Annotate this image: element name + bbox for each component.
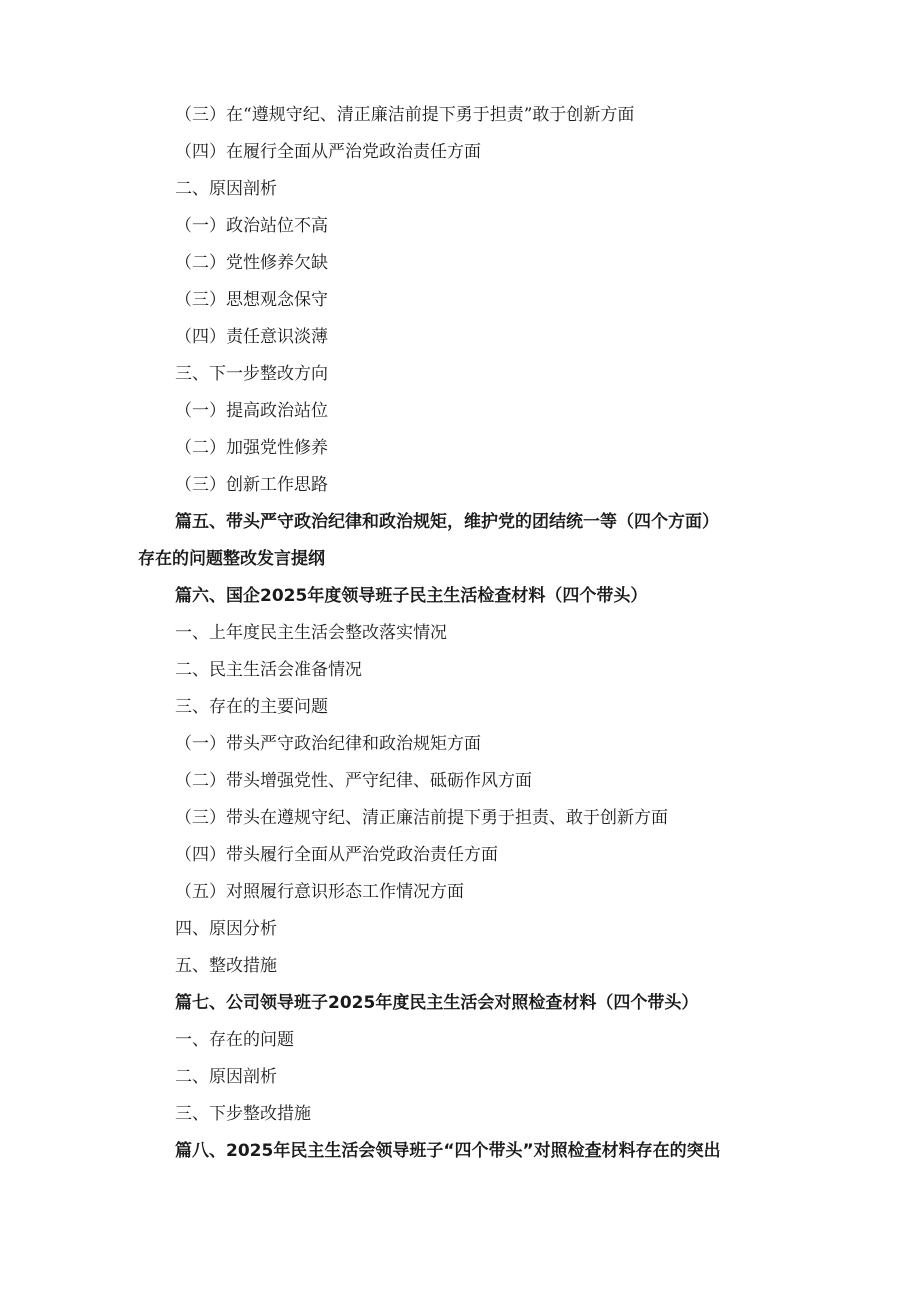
subsection-heading: （二）党性修养欠缺 xyxy=(175,253,328,273)
subsection-heading: （五）对照履行意识形态工作情况方面 xyxy=(175,882,464,902)
section-heading: 四、原因分析 xyxy=(175,919,277,939)
section-heading: 一、存在的问题 xyxy=(175,1030,294,1050)
subsection-heading: （一）政治站位不高 xyxy=(175,216,328,236)
subsection-heading: （三）带头在遵规守纪、清正廉洁前提下勇于担责、敢于创新方面 xyxy=(175,808,668,828)
subsection-heading: （一）提高政治站位 xyxy=(175,401,328,421)
section-heading: 二、民主生活会准备情况 xyxy=(175,660,362,680)
subsection-heading: （四）带头履行全面从严治党政治责任方面 xyxy=(175,845,498,865)
chapter-title: 篇八、2025年民主生活会领导班子“四个带头”对照检查材料存在的突出 xyxy=(175,1141,721,1161)
section-heading: 三、下步整改措施 xyxy=(175,1104,311,1124)
subsection-heading: （三）思想观念保守 xyxy=(175,290,328,310)
section-heading: 三、存在的主要问题 xyxy=(175,697,328,717)
subsection-heading: （一）带头严守政治纪律和政治规矩方面 xyxy=(175,734,481,754)
section-heading: 二、原因剖析 xyxy=(175,179,277,199)
chapter-title: 篇五、带头严守政治纪律和政治规矩，维护党的团结统一等（四个方面） xyxy=(175,512,719,532)
subsection-heading: （四）在履行全面从严治党政治责任方面 xyxy=(175,142,481,162)
section-heading: 三、下一步整改方向 xyxy=(175,364,328,384)
subsection-heading: （四）责任意识淡薄 xyxy=(175,327,328,347)
chapter-title: 篇六、国企2025年度领导班子民主生活检查材料（四个带头） xyxy=(175,586,648,606)
section-heading: 二、原因剖析 xyxy=(175,1067,277,1087)
subsection-heading: （二）带头增强党性、严守纪律、砥砺作风方面 xyxy=(175,771,532,791)
chapter-title: 篇七、公司领导班子2025年度民主生活会对照检查材料（四个带头） xyxy=(175,993,699,1013)
section-heading: 一、上年度民主生活会整改落实情况 xyxy=(175,623,447,643)
subsection-heading: （三）创新工作思路 xyxy=(175,475,328,495)
section-heading: 五、整改措施 xyxy=(175,956,277,976)
subsection-heading: （三）在“遵规守纪、清正廉洁前提下勇于担责”敢于创新方面 xyxy=(175,105,635,125)
chapter-title-continued: 存在的问题整改发言提纲 xyxy=(138,549,325,569)
subsection-heading: （二）加强党性修养 xyxy=(175,438,328,458)
